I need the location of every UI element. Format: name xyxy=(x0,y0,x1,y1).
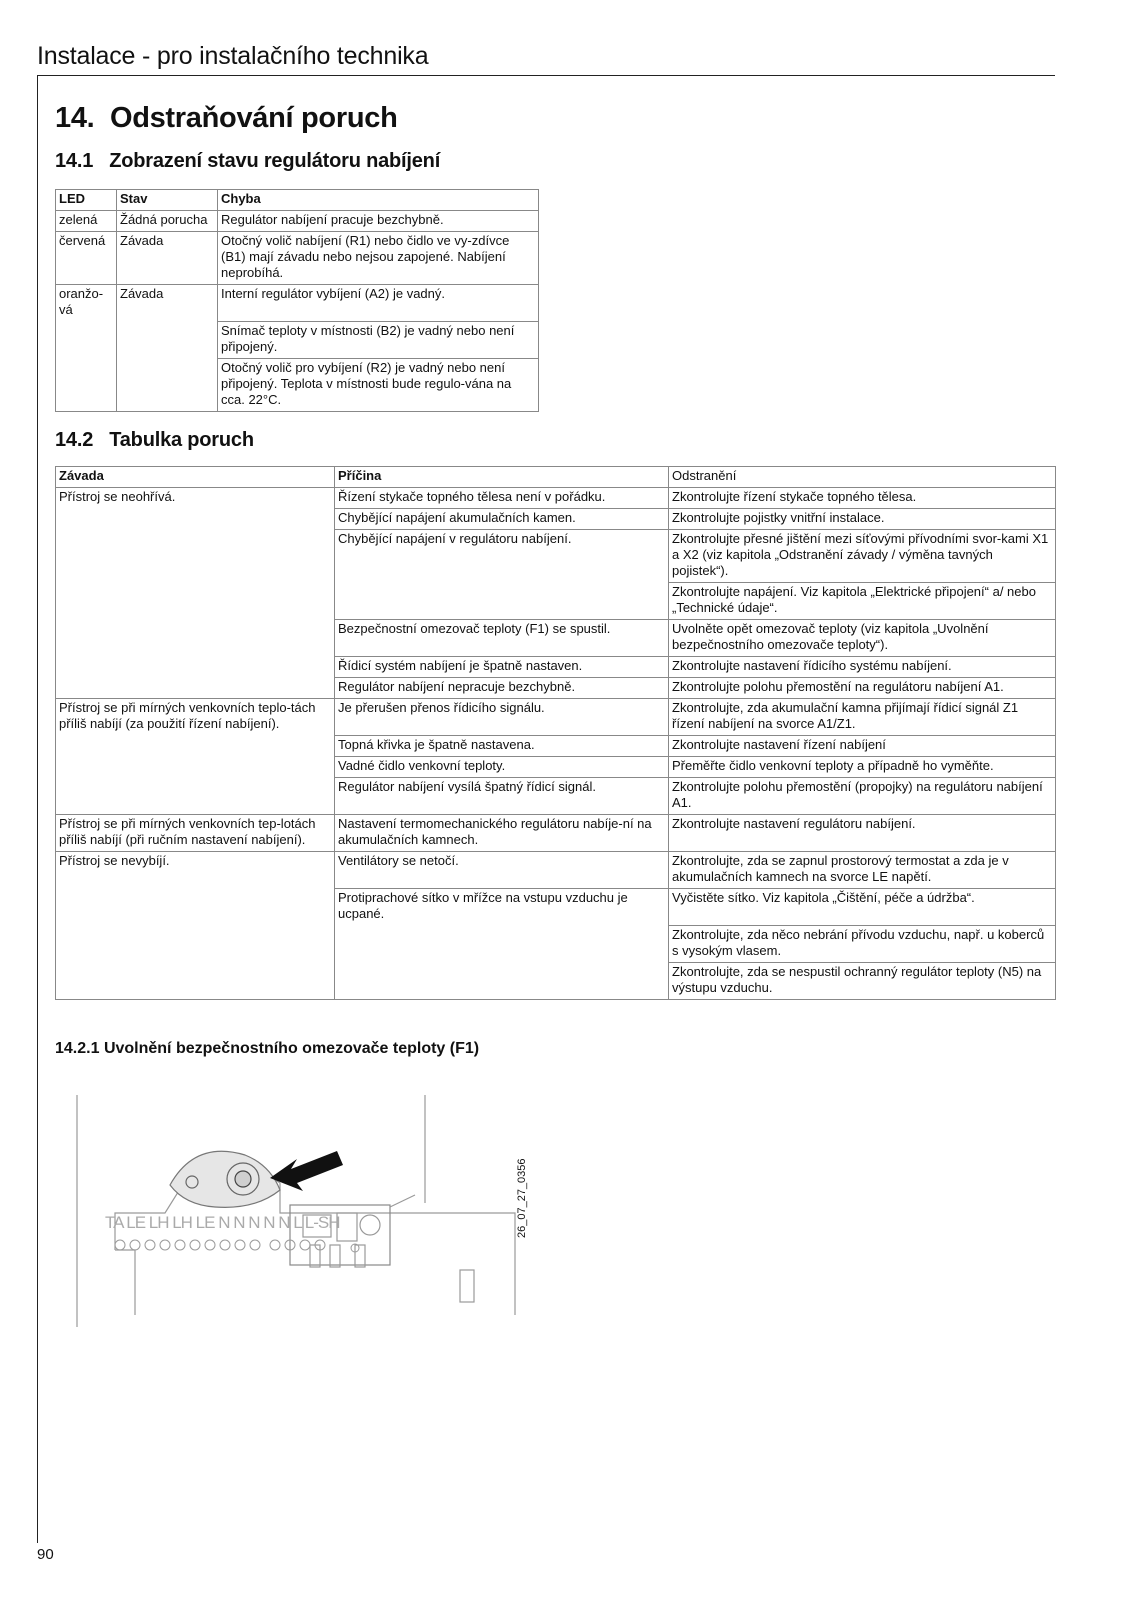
odstraneni-cell: Zkontrolujte přesné jištění mezi síťovými přívodními svor-kami X1 a X2 (viz kapitola „Odstranění závady / výměna tavných pojistek“). xyxy=(669,530,1056,583)
table-row xyxy=(56,583,1056,620)
odstraneni-cell: Zkontrolujte, zda se nespustil ochranný regulátor teploty (N5) na výstupu vzduchu. xyxy=(669,963,1056,1000)
pricina-cell: Řídicí systém nabíjení je špatně nastaven. xyxy=(335,657,669,678)
zavada-cell xyxy=(56,657,335,678)
figure-code: 26_07_27_0356 xyxy=(516,1158,528,1238)
subsection-3-title-text: Uvolnění bezpečnostního omezovače teploty (F1) xyxy=(103,1040,480,1057)
chyba-cell: Snímač teploty v místnosti (B2) je vadný nebo není připojený. xyxy=(218,322,539,359)
table-row xyxy=(56,889,1056,926)
subsection-2-title-text: Tabulka poruch xyxy=(109,429,254,451)
zavada-cell xyxy=(56,678,335,699)
odstraneni-cell: Zkontrolujte, zda něco nebrání přívodu vzduchu, např. u koberců s vysokým vlasem. xyxy=(669,926,1056,963)
subsection-2-title xyxy=(55,429,254,452)
zavada-cell xyxy=(56,757,335,778)
pricina-cell: Bezpečnostní omezovač teploty (F1) se spustil. xyxy=(335,620,669,657)
header-divider xyxy=(37,75,1055,76)
table-row xyxy=(56,778,1056,815)
table-row xyxy=(56,963,1056,1000)
pricina-cell: Nastavení termomechanického regulátoru nabíje-ní na akumulačních kamnech. xyxy=(335,815,669,852)
pricina-cell: Řízení stykače topného tělesa není v pořádku. xyxy=(335,488,669,509)
zavada-cell: Přístroj se při mírných venkovních teplo-tách příliš nabíjí (za použití řízení nabíjení). xyxy=(56,699,335,736)
stav-cell: Závada xyxy=(117,232,218,285)
odstraneni-cell: Zkontrolujte nastavení řízení nabíjení xyxy=(669,736,1056,757)
zavada-cell: Přístroj se nevybíjí. xyxy=(56,852,335,889)
odstraneni-cell: Zkontrolujte polohu přemostění (propojky) na regulátoru nabíjení A1. xyxy=(669,778,1056,815)
table-row xyxy=(56,699,1056,736)
table-row xyxy=(56,211,539,232)
pricina-cell xyxy=(335,926,669,963)
odstraneni-cell: Uvolněte opět omezovač teploty (viz kapitola „Uvolnění bezpečnostního omezovače teploty“). xyxy=(669,620,1056,657)
pricina-cell: Chybějící napájení akumulačních kamen. xyxy=(335,509,669,530)
odstraneni-cell: Přeměřte čidlo venkovní teploty a případně ho vyměňte. xyxy=(669,757,1056,778)
odstraneni-cell: Zkontrolujte, zda akumulační kamna přijímají řídicí signál Z1 řízení nabíjení na svorce A1/Z1. xyxy=(669,699,1056,736)
section-title-text: Odstraňování poruch xyxy=(109,102,398,134)
table-row xyxy=(56,815,1056,852)
chyba-cell: Otočný volič pro vybíjení (R2) je vadný nebo není připojený. Teplota v místnosti bude regulo-vána na cca. 22°C. xyxy=(218,359,539,412)
pricina-cell: Regulátor nabíjení nepracuje bezchybně. xyxy=(335,678,669,699)
pricina-cell: Protiprachové sítko v mřížce na vstupu vzduchu je ucpané. xyxy=(335,889,669,926)
chyba-cell: Otočný volič nabíjení (R1) nebo čidlo ve vy-zdívce (B1) mají závadu nebo nejsou zapojené. Nabíjení neprobíhá. xyxy=(218,232,539,285)
table-row xyxy=(56,620,1056,657)
odstraneni-cell: Zkontrolujte pojistky vnitřní instalace. xyxy=(669,509,1056,530)
regulator-figure xyxy=(75,1095,530,1340)
led-cell xyxy=(56,359,117,412)
table-row xyxy=(56,509,1056,530)
zavada-cell xyxy=(56,583,335,620)
led-cell: zelená xyxy=(56,211,117,232)
zavada-cell xyxy=(56,620,335,657)
status-header-stav: Stav xyxy=(117,190,218,211)
stav-cell: Žádná porucha xyxy=(117,211,218,232)
status-header-chyba: Chyba xyxy=(218,190,539,211)
table-row xyxy=(56,232,539,285)
left-margin-rule xyxy=(37,75,38,1543)
pricina-cell xyxy=(335,963,669,1000)
led-cell: červená xyxy=(56,232,117,285)
fault-table xyxy=(55,466,1056,1000)
table-row xyxy=(56,926,1056,963)
fault-header-pricina: Příčina xyxy=(335,467,669,488)
zavada-cell xyxy=(56,530,335,583)
table-row xyxy=(56,736,1056,757)
pricina-cell xyxy=(335,583,669,620)
pricina-cell: Regulátor nabíjení vysílá špatný řídicí signál. xyxy=(335,778,669,815)
table-row xyxy=(56,322,539,359)
zavada-cell xyxy=(56,778,335,815)
pricina-cell: Topná křivka je špatně nastavena. xyxy=(335,736,669,757)
zavada-cell xyxy=(56,889,335,926)
table-row xyxy=(56,530,1056,583)
table-row xyxy=(56,488,1056,509)
subsection-3-number: 14.2.1 xyxy=(55,1040,100,1057)
led-cell xyxy=(56,322,117,359)
stav-cell: Závada xyxy=(117,285,218,322)
pricina-cell: Ventilátory se netočí. xyxy=(335,852,669,889)
fault-header-zavada: Závada xyxy=(56,467,335,488)
section-number: 14. xyxy=(55,102,95,134)
status-table xyxy=(55,189,539,412)
status-table-header-row xyxy=(56,190,539,211)
zavada-cell xyxy=(56,509,335,530)
chyba-cell: Interní regulátor vybíjení (A2) je vadný. xyxy=(218,285,539,322)
stav-cell xyxy=(117,322,218,359)
zavada-cell xyxy=(56,926,335,963)
reset-arrow-icon xyxy=(270,1151,343,1191)
subsection-1-title-text: Zobrazení stavu regulátoru nabíjení xyxy=(109,150,441,172)
odstraneni-cell: Zkontrolujte polohu přemostění na regulátoru nabíjení A1. xyxy=(669,678,1056,699)
stav-cell xyxy=(117,359,218,412)
zavada-cell xyxy=(56,963,335,1000)
subsection-2-number: 14.2 xyxy=(55,429,94,451)
terminal-labels: TA LE LH LH LE N N N N N L L-SH xyxy=(105,1213,340,1232)
subsection-3-title xyxy=(55,1040,479,1058)
table-row xyxy=(56,359,539,412)
subsection-1-title xyxy=(55,150,440,173)
table-row xyxy=(56,757,1056,778)
pricina-cell: Vadné čidlo venkovní teploty. xyxy=(335,757,669,778)
odstraneni-cell: Zkontrolujte nastavení regulátoru nabíjení. xyxy=(669,815,1056,852)
section-title xyxy=(55,102,398,135)
page-header-title: Instalace - pro instalačního technika xyxy=(37,42,429,70)
table-row xyxy=(56,657,1056,678)
zavada-cell: Přístroj se při mírných venkovních tep-lotách příliš nabíjí (při ručním nastavení nabíjení). xyxy=(56,815,335,852)
zavada-cell: Přístroj se neohřívá. xyxy=(56,488,335,509)
chyba-cell: Regulátor nabíjení pracuje bezchybně. xyxy=(218,211,539,232)
odstraneni-cell: Zkontrolujte nastavení řídicího systému nabíjení. xyxy=(669,657,1056,678)
odstraneni-cell: Zkontrolujte řízení stykače topného tělesa. xyxy=(669,488,1056,509)
fault-header-odstraneni: Odstranění xyxy=(669,467,1056,488)
page-number: 90 xyxy=(37,1546,54,1563)
led-cell: oranžo-vá xyxy=(56,285,117,322)
table-row xyxy=(56,678,1056,699)
fault-table-header-row xyxy=(56,467,1056,488)
status-header-led: LED xyxy=(56,190,117,211)
table-row xyxy=(56,852,1056,889)
odstraneni-cell: Zkontrolujte, zda se zapnul prostorový termostat a zda je v akumulačních kamnech na svorce LE napětí. xyxy=(669,852,1056,889)
table-row xyxy=(56,285,539,322)
pricina-cell: Je přerušen přenos řídicího signálu. xyxy=(335,699,669,736)
pricina-cell: Chybějící napájení v regulátoru nabíjení. xyxy=(335,530,669,583)
zavada-cell xyxy=(56,736,335,757)
subsection-1-number: 14.1 xyxy=(55,150,94,172)
odstraneni-cell: Vyčistěte sítko. Viz kapitola „Čištění, péče a údržba“. xyxy=(669,889,1056,926)
odstraneni-cell: Zkontrolujte napájení. Viz kapitola „Elektrické připojení“ a/ nebo „Technické údaje“. xyxy=(669,583,1056,620)
